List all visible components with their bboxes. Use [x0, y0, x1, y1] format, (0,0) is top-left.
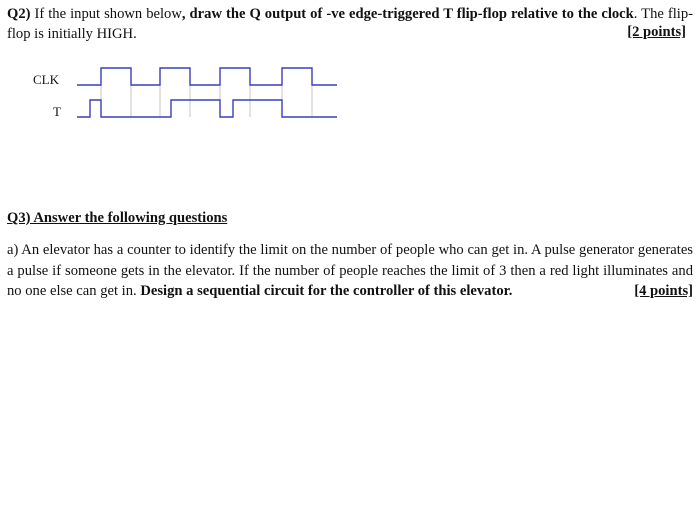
question-2-text	[7, 4, 693, 44]
question-2-points: [2 points]	[627, 24, 686, 40]
question-2-intro: If the input shown below	[30, 6, 182, 22]
question-3-part-a	[7, 240, 693, 302]
t-label: T	[53, 104, 61, 119]
clk-label: CLK	[33, 72, 59, 87]
question-2-condition: . The flip-flop is initially HIGH.	[7, 6, 693, 42]
question-3-title: Q3) Answer the following questions	[7, 210, 228, 226]
question-3-part-a-text: a) An elevator has a counter to identify the limit on the number of people who can get in. A pulse generator generates a pulse if someone gets in the elevator. If the number of people reaches the limit of 3 then a red light illuminates and no one else can get in.	[7, 242, 693, 299]
timing-diagram	[0, 60, 360, 130]
clock-edge-guides	[101, 68, 312, 117]
question-2-instruction: , draw the Q output of -ve edge-triggered T flip-flop relative to the clock	[181, 6, 634, 22]
clk-waveform	[77, 68, 337, 85]
question-2-number: Q2)	[7, 6, 31, 22]
question-2	[7, 4, 693, 44]
question-3-part-a-task: Design a sequential circuit for the controller of this elevator.	[140, 283, 513, 299]
question-3-points: [4 points]	[634, 283, 693, 299]
t-waveform	[77, 100, 337, 117]
